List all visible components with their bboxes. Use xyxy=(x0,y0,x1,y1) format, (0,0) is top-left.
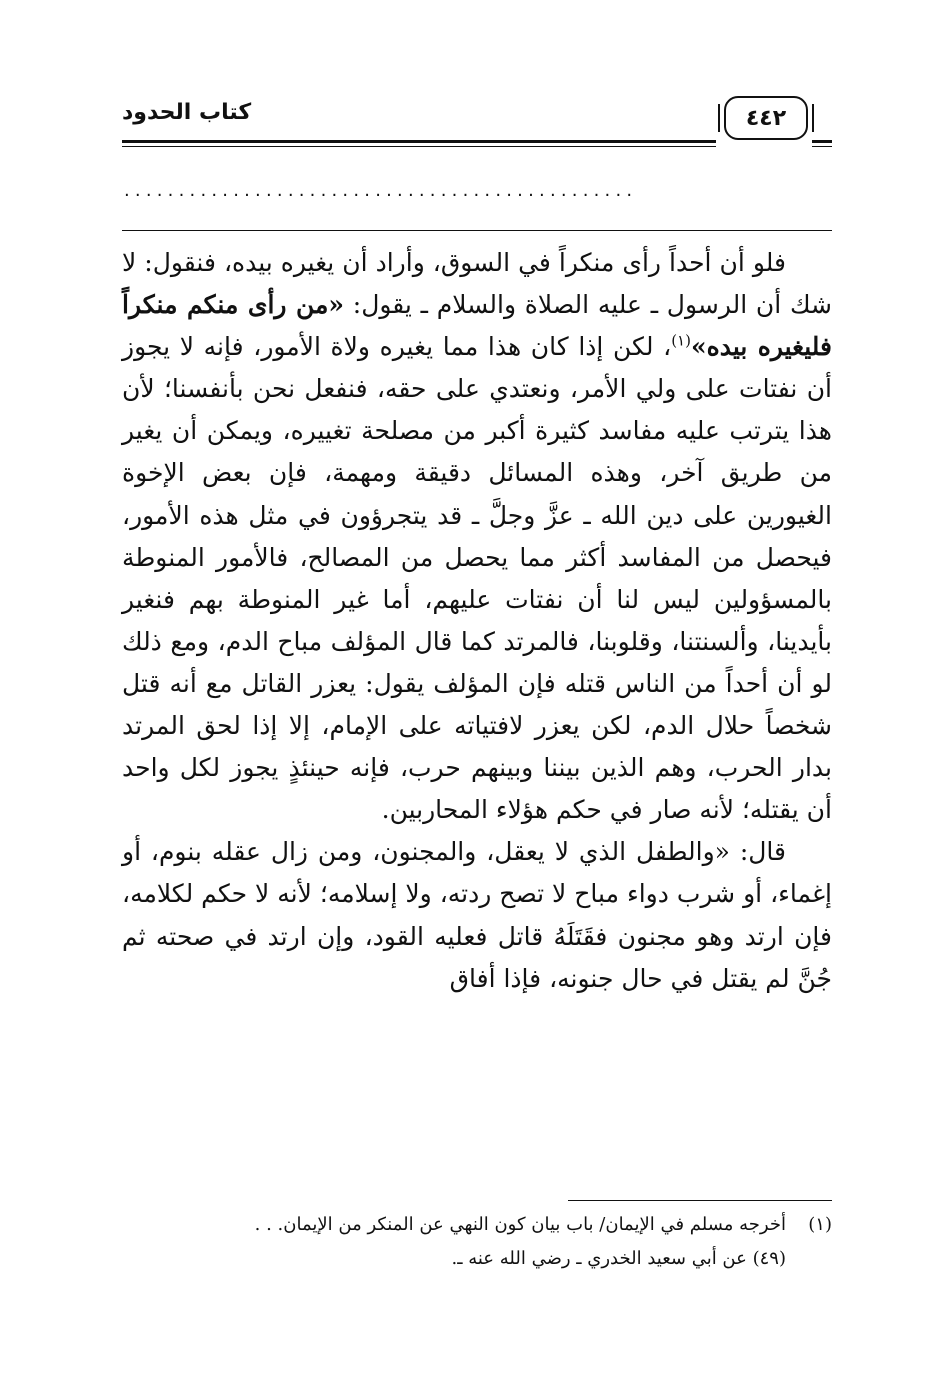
paragraph-1 xyxy=(122,242,832,831)
footnotes xyxy=(122,1208,832,1276)
footnote-text: أخرجه مسلم في الإيمان/ باب بيان كون النهي عن المنكر من الإيمان. . . xyxy=(254,1214,786,1235)
paragraph-1-part-2: ، لكن إذا كان هذا مما يغيره ولاة الأمور، فإنه لا يجوز أن نفتات على ولي الأمر، ونعتدي على حقه، فنفعل نحن بأنفسنا؛ لأن هذا يترتب عليه مفاسد كثيرة أكبر من مصلحة تغييره، ويمكن أن يغير من طريق آخر، وهذه المسائل دقيقة ومهمة، فإن بعض الإخوة الغيورين على دين الله ـ عزَّ وجلَّ ـ قد يتجرؤون في مثل هذه الأمور، فيحصل من المفاسد أكثر مما يحصل من المصالح، فالأمور المنوطة بالمسؤولين ليس لنا أن نفتات عليهم، أما غير المنوطة بهم فنغير بأيدينا، وألسنتنا، وقلوبنا، فالمرتد كما قال المؤلف مباح الدم، ومع ذلك لو أن أحداً من الناس قتله فإن المؤلف يقول: يعزر القاتل مع أنه قتل شخصاً حلال الدم، لكن يعزر لافتياته على الإمام، إلا إذا لحق المرتد بدار الحرب، وهم الذين بيننا وبينهم حرب، فإنه حينئذٍ يجوز لكل واحد أن يقتله؛ لأنه صار في حكم هؤلاء المحاربين. xyxy=(122,332,832,825)
footnote-text-continued: (٤٩) عن أبي سعيد الخدري ـ رضي الله عنه ـ. xyxy=(451,1248,786,1269)
paragraph-1-part-1: فلو أن أحداً رأى منكراً في السوق، وأراد أن يغيره بيده، فنقول: لا شك أن الرسول ـ عليه الصلاة والسلام ـ يقول: xyxy=(122,248,832,320)
footnote-number: (١) xyxy=(808,1214,832,1235)
page-number: ٤٤٢ xyxy=(724,96,808,140)
running-head-title: كتاب الحدود xyxy=(122,100,252,125)
header-rule-thin xyxy=(122,146,716,147)
header-rule xyxy=(122,140,716,143)
footnote-reference[interactable]: (١) xyxy=(671,331,691,350)
header-rule-right-thin xyxy=(812,146,832,147)
footnote-item xyxy=(122,1208,832,1242)
paragraph-2: قال: «والطفل الذي لا يعقل، والمجنون، ومن زال عقله بنوم، أو إغماء، أو شرب دواء مباح لا تصح ردته، ولا إسلامه؛ لأنه لا حكم لكلامه، فإن ارتد وهو مجنون فقَتَلَهُ قاتل فعليه القود، وإن ارتد في صحته ثم جُنَّ لم يقتل في حال جنونه، فإذا أفاق xyxy=(122,837,832,993)
footnote-rule xyxy=(568,1200,832,1201)
page-header xyxy=(122,96,832,152)
text-top-rule xyxy=(122,230,832,231)
dotted-separator: ............................................... xyxy=(124,180,638,201)
header-rule-right xyxy=(812,140,832,143)
hadith-quote: «من رأى منكم منكراً فليغيره بيده» xyxy=(122,290,832,362)
main-text xyxy=(122,242,832,1000)
